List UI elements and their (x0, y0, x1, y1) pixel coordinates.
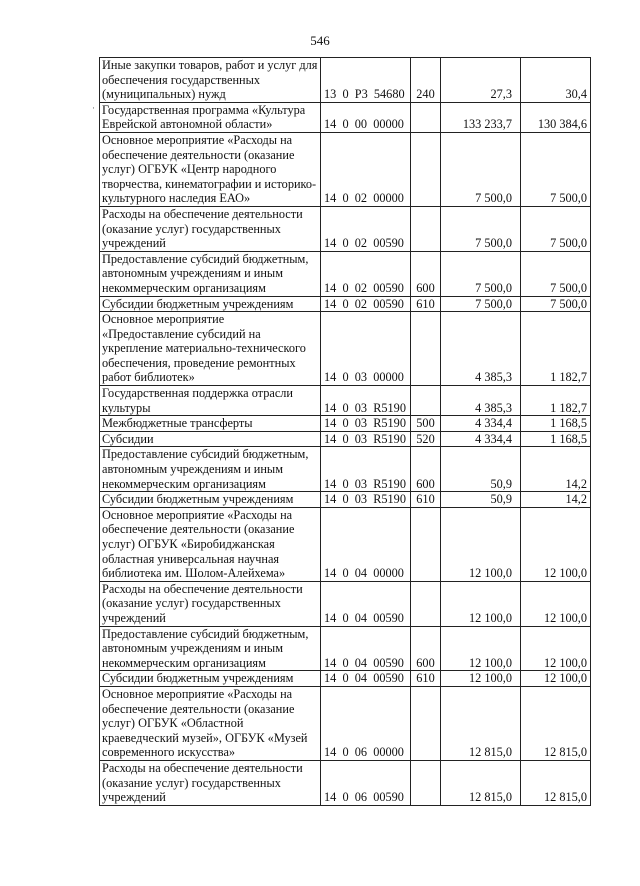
table-row (100, 492, 591, 508)
row-value-2-cell: 30,4 (521, 58, 591, 103)
row-value-1-cell: 12 100,0 (441, 671, 521, 687)
table-row (100, 206, 591, 251)
row-name-cell: Расходы на обеспечение деятельности (оказание услуг) государственных учреждений (100, 760, 321, 805)
row-value-1-cell: 4 334,4 (441, 431, 521, 447)
row-expense-type-cell (411, 760, 441, 805)
row-expense-type-cell: 600 (411, 251, 441, 296)
row-expense-type-cell (411, 206, 441, 251)
row-code-cell: 14 0 02 00590 (321, 296, 411, 312)
table-row (100, 760, 591, 805)
row-value-1-cell: 12 100,0 (441, 581, 521, 626)
table-row (100, 686, 591, 760)
row-value-2-cell: 130 384,6 (521, 102, 591, 132)
row-expense-type-cell: 610 (411, 296, 441, 312)
row-code-cell: 14 0 03 R5190 (321, 447, 411, 492)
row-value-2-cell: 12 815,0 (521, 686, 591, 760)
row-expense-type-cell: 500 (411, 416, 441, 432)
row-value-1-cell: 12 100,0 (441, 507, 521, 581)
row-code-cell: 14 0 04 00590 (321, 626, 411, 671)
row-name-cell: Расходы на обеспечение деятельности (оказание услуг) государственных учреждений (100, 581, 321, 626)
row-code-cell: 14 0 06 00000 (321, 686, 411, 760)
row-value-1-cell: 4 334,4 (441, 416, 521, 432)
row-value-1-cell: 4 385,3 (441, 312, 521, 386)
row-value-2-cell: 7 500,0 (521, 132, 591, 206)
budget-table (99, 57, 591, 806)
row-value-1-cell: 7 500,0 (441, 251, 521, 296)
table-row (100, 312, 591, 386)
row-code-cell: 14 0 02 00000 (321, 132, 411, 206)
row-value-1-cell: 7 500,0 (441, 296, 521, 312)
row-value-1-cell: 50,9 (441, 447, 521, 492)
table-row (100, 58, 591, 103)
row-value-1-cell: 4 385,3 (441, 386, 521, 416)
row-code-cell: 14 0 04 00000 (321, 507, 411, 581)
table-row (100, 132, 591, 206)
row-value-2-cell: 7 500,0 (521, 251, 591, 296)
row-name-cell: Государственная поддержка отрасли культуры (100, 386, 321, 416)
row-value-2-cell: 7 500,0 (521, 206, 591, 251)
row-name-cell: Основное мероприятие «Предоставление субсидий на укрепление материально-технического обеспечения, проведение ремонтных работ библиотек» (100, 312, 321, 386)
row-expense-type-cell (411, 507, 441, 581)
row-value-1-cell: 27,3 (441, 58, 521, 103)
table-row (100, 447, 591, 492)
table-row (100, 581, 591, 626)
table-row (100, 416, 591, 432)
row-value-2-cell: 12 100,0 (521, 507, 591, 581)
row-name-cell: Субсидии бюджетным учреждениям (100, 671, 321, 687)
row-value-1-cell: 12 815,0 (441, 760, 521, 805)
table-row (100, 386, 591, 416)
row-expense-type-cell (411, 686, 441, 760)
table-row (100, 296, 591, 312)
table-row (100, 102, 591, 132)
row-name-cell: Расходы на обеспечение деятельности (оказание услуг) государственных учреждений (100, 206, 321, 251)
row-name-cell: Основное мероприятие «Расходы на обеспечение деятельности (оказание услуг) ОГБУК «Центр народного творчества, кинематографии и историко-культурного наследия ЕАО» (100, 132, 321, 206)
row-name-cell: Государственная программа «Культура Еврейской автономной области» (100, 102, 321, 132)
page-number: 546 (310, 33, 330, 48)
row-value-1-cell: 12 815,0 (441, 686, 521, 760)
row-code-cell: 14 0 03 R5190 (321, 492, 411, 508)
row-value-2-cell: 12 100,0 (521, 626, 591, 671)
row-value-2-cell: 12 100,0 (521, 671, 591, 687)
row-value-2-cell: 12 100,0 (521, 581, 591, 626)
row-code-cell: 13 0 Р3 54680 (321, 58, 411, 103)
row-value-1-cell: 7 500,0 (441, 206, 521, 251)
row-expense-type-cell (411, 581, 441, 626)
row-expense-type-cell: 600 (411, 626, 441, 671)
row-name-cell: Субсидии (100, 431, 321, 447)
row-value-2-cell: 12 815,0 (521, 760, 591, 805)
table-row (100, 251, 591, 296)
row-name-cell: Межбюджетные трансферты (100, 416, 321, 432)
row-code-cell: 14 0 02 00590 (321, 251, 411, 296)
margin-mark: · (92, 103, 95, 113)
row-expense-type-cell (411, 386, 441, 416)
row-value-2-cell: 1 182,7 (521, 386, 591, 416)
row-name-cell: Основное мероприятие «Расходы на обеспечение деятельности (оказание услуг) ОГБУК «Областной краеведческий музей», ОГБУК «Музей современного искусства» (100, 686, 321, 760)
row-name-cell: Предоставление субсидий бюджетным, автономным учреждениям и иным некоммерческим организациям (100, 251, 321, 296)
row-expense-type-cell (411, 102, 441, 132)
row-value-1-cell: 12 100,0 (441, 626, 521, 671)
table-row (100, 507, 591, 581)
row-expense-type-cell: 240 (411, 58, 441, 103)
row-value-2-cell: 1 182,7 (521, 312, 591, 386)
row-expense-type-cell (411, 132, 441, 206)
row-expense-type-cell: 600 (411, 447, 441, 492)
row-expense-type-cell: 610 (411, 671, 441, 687)
table-row (100, 431, 591, 447)
row-code-cell: 14 0 04 00590 (321, 671, 411, 687)
row-code-cell: 14 0 04 00590 (321, 581, 411, 626)
row-code-cell: 14 0 06 00590 (321, 760, 411, 805)
row-value-1-cell: 7 500,0 (441, 132, 521, 206)
row-code-cell: 14 0 03 00000 (321, 312, 411, 386)
row-value-2-cell: 14,2 (521, 447, 591, 492)
row-code-cell: 14 0 03 R5190 (321, 431, 411, 447)
row-value-2-cell: 1 168,5 (521, 416, 591, 432)
row-value-2-cell: 1 168,5 (521, 431, 591, 447)
row-code-cell: 14 0 02 00590 (321, 206, 411, 251)
row-name-cell: Основное мероприятие «Расходы на обеспечение деятельности (оказание услуг) ОГБУК «Биробиджанская областная универсальная научная библиотека им. Шолом-Алейхема» (100, 507, 321, 581)
row-expense-type-cell: 520 (411, 431, 441, 447)
row-expense-type-cell: 610 (411, 492, 441, 508)
row-code-cell: 14 0 03 R5190 (321, 416, 411, 432)
row-expense-type-cell (411, 312, 441, 386)
row-code-cell: 14 0 00 00000 (321, 102, 411, 132)
row-name-cell: Иные закупки товаров, работ и услуг для обеспечения государственных (муниципальных) нужд (100, 58, 321, 103)
row-name-cell: Предоставление субсидий бюджетным, автономным учреждениям и иным некоммерческим организациям (100, 447, 321, 492)
table-row (100, 626, 591, 671)
row-value-2-cell: 14,2 (521, 492, 591, 508)
row-name-cell: Субсидии бюджетным учреждениям (100, 296, 321, 312)
row-code-cell: 14 0 03 R5190 (321, 386, 411, 416)
row-value-2-cell: 7 500,0 (521, 296, 591, 312)
row-name-cell: Предоставление субсидий бюджетным, автономным учреждениям и иным некоммерческим организациям (100, 626, 321, 671)
row-value-1-cell: 50,9 (441, 492, 521, 508)
table-row (100, 671, 591, 687)
row-value-1-cell: 133 233,7 (441, 102, 521, 132)
row-name-cell: Субсидии бюджетным учреждениям (100, 492, 321, 508)
